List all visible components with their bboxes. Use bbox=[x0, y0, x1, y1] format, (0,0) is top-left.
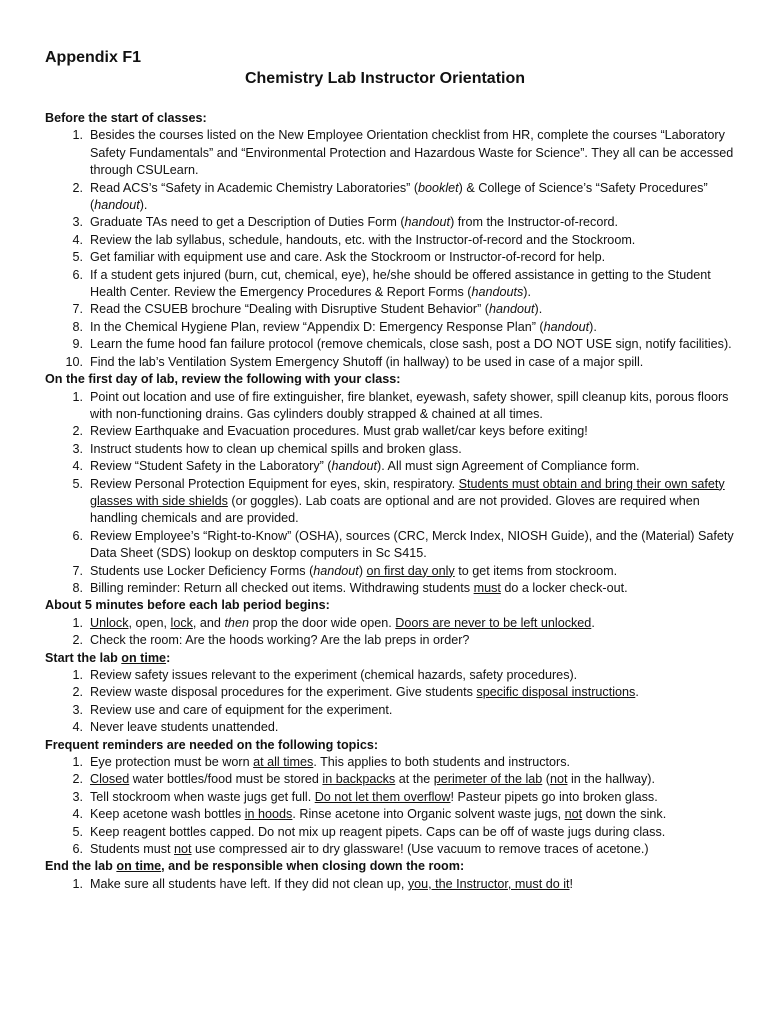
list-item-number: 6. bbox=[72, 842, 83, 857]
text-run: , open, bbox=[128, 615, 171, 630]
list-item-number: 4. bbox=[72, 232, 83, 247]
numbered-list bbox=[45, 615, 735, 650]
underlined-text: Students must obtain and bring their own safety glasses with side shields bbox=[90, 476, 725, 508]
text-run: ). bbox=[139, 198, 148, 213]
list-item-number: 2. bbox=[72, 685, 83, 700]
list-item-number: 6. bbox=[72, 267, 83, 282]
list-item bbox=[45, 719, 735, 736]
text-run: Before the start of classes: bbox=[45, 111, 207, 125]
underlined-text: on first day only bbox=[366, 563, 455, 578]
text-run: down the sink. bbox=[582, 807, 667, 822]
section-heading bbox=[45, 597, 735, 614]
underlined-text: not bbox=[174, 842, 192, 857]
text-run: Get familiar with equipment use and care. Ask the Stockroom or Instructor-of-record for help. bbox=[90, 250, 606, 265]
list-item bbox=[45, 563, 735, 580]
list-item bbox=[45, 180, 735, 215]
numbered-list bbox=[45, 876, 735, 893]
text-run: Check the room: Are the hoods working? Are the lab preps in order? bbox=[90, 633, 470, 648]
italic-text: booklet bbox=[418, 180, 459, 195]
section-heading bbox=[45, 858, 735, 875]
list-item-number: 1. bbox=[72, 876, 83, 891]
list-item bbox=[45, 301, 735, 318]
text-run: If a student gets injured (burn, cut, chemical, eye), he/she should be offered assistance in getting to the Student Health Center. Review the Emergency Procedures & Report Forms ( bbox=[90, 267, 711, 300]
list-item-number: 5. bbox=[72, 476, 83, 491]
text-run: , and bbox=[192, 615, 225, 630]
italic-text: handout bbox=[404, 215, 451, 230]
list-item bbox=[45, 806, 735, 823]
list-item bbox=[45, 841, 735, 858]
underlined-text: you, the Instructor, must do it bbox=[407, 876, 570, 891]
text-run: Instruct students how to clean up chemical spills and broken glass. bbox=[90, 441, 462, 456]
list-item-number: 4. bbox=[72, 459, 83, 474]
list-item bbox=[45, 824, 735, 841]
list-item-number: 5. bbox=[72, 824, 83, 839]
section-heading bbox=[45, 650, 735, 667]
text-run: ). bbox=[523, 285, 531, 300]
text-run: to get items from stockroom. bbox=[454, 563, 618, 578]
text-run: ). bbox=[534, 302, 543, 317]
text-run: Review Earthquake and Evacuation procedures. Must grab wallet/car keys before exiting! bbox=[90, 424, 588, 439]
text-run: In the Chemical Hygiene Plan, review “Appendix D: Emergency Response Plan” ( bbox=[90, 319, 544, 334]
list-item bbox=[45, 319, 735, 336]
text-run: ) from the Instructor-of-record. bbox=[450, 215, 619, 230]
text-run: Eye protection must be worn bbox=[90, 755, 254, 770]
list-item bbox=[45, 232, 735, 249]
page-title: Chemistry Lab Instructor Orientation bbox=[244, 70, 526, 87]
list-item-number: 8. bbox=[72, 319, 83, 334]
list-item-number: 7. bbox=[72, 302, 83, 317]
list-item bbox=[45, 389, 735, 424]
text-run: Find the lab’s Ventilation System Emergency Shutoff (in hallway) to be used in case of a major spill. bbox=[90, 354, 644, 369]
italic-text: handout bbox=[543, 319, 590, 334]
italic-text: handout bbox=[489, 302, 535, 317]
text-run: Review Personal Protection Equipment for eyes, skin, respiratory. bbox=[90, 476, 459, 491]
list-item bbox=[45, 249, 735, 266]
list-item-number: 1. bbox=[72, 755, 83, 770]
text-run: About 5 minutes before each lab period begins: bbox=[45, 598, 330, 613]
list-item bbox=[45, 441, 735, 458]
underlined-text: at all times bbox=[253, 755, 314, 770]
list-item bbox=[45, 754, 735, 771]
list-item bbox=[45, 423, 735, 440]
text-run: Besides the courses listed on the New Employee Orientation checklist from HR, complete the courses “Laboratory Safety Fundamentals” and “Environmental Protection and Hazardous Waste for Science”. They all can be accessed through CSULearn. bbox=[90, 128, 734, 178]
list-item-number: 1. bbox=[72, 615, 83, 630]
list-item-number: 2. bbox=[72, 180, 83, 195]
text-run: ). bbox=[589, 319, 597, 334]
section-heading bbox=[45, 737, 735, 754]
numbered-list bbox=[45, 389, 735, 598]
text-run: Review waste disposal procedures for the experiment. Give students bbox=[90, 685, 477, 700]
list-item bbox=[45, 632, 735, 649]
italic-text: handout bbox=[313, 563, 359, 578]
underlined-text: on time bbox=[121, 650, 167, 665]
text-run: Review Employee’s “Right-to-Know” (OSHA), sources (CRC, Merck Index, NIOSH Guide), and the (Material) Safety Data Sheet (SDS) lookup on desktop computers in Sc S415. bbox=[90, 528, 734, 561]
list-item bbox=[45, 771, 735, 788]
underlined-text: not bbox=[549, 772, 568, 787]
text-run: End the lab bbox=[45, 859, 117, 874]
text-run: ! bbox=[569, 876, 574, 891]
text-run: Review use and care of equipment for the experiment. bbox=[90, 702, 393, 717]
text-run: Point out location and use of fire extinguisher, fire blanket, eyewash, safety shower, spill cleanup kits, porous floors with non-functioning drains. Gas cylinders doubly strapped & chained at all times. bbox=[90, 389, 729, 421]
text-run: Keep reagent bottles capped. Do not mix up reagent pipets. Caps can be off of waste jugs during class. bbox=[90, 824, 666, 839]
underlined-text: Unlock bbox=[90, 615, 129, 630]
text-run: ! Pasteur pipets go into broken glass. bbox=[450, 789, 658, 804]
list-item bbox=[45, 354, 735, 371]
list-item-number: 10. bbox=[65, 354, 83, 369]
text-run: Learn the fume hood fan failure protocol (remove chemicals, close sash, post a DO NOT USE sign, notify facilities). bbox=[90, 337, 732, 352]
underlined-text: on time bbox=[116, 859, 162, 874]
italic-text: handouts bbox=[471, 285, 524, 300]
text-run: ). All must sign Agreement of Compliance form. bbox=[377, 459, 640, 474]
text-run: On the first day of lab, review the following with your class: bbox=[45, 372, 401, 387]
text-run: : bbox=[166, 650, 171, 665]
text-run: Make sure all students have left. If they did not clean up, bbox=[90, 876, 408, 891]
text-run: Keep acetone wash bottles bbox=[90, 807, 245, 822]
text-run: Billing reminder: Return all checked out items. Withdrawing students bbox=[90, 580, 474, 595]
text-run: Read ACS’s “Safety in Academic Chemistry Laboratories” ( bbox=[90, 180, 419, 195]
list-item-number: 1. bbox=[72, 668, 83, 682]
underlined-text: perimeter of the lab bbox=[433, 772, 543, 787]
text-run: Students use Locker Deficiency Forms ( bbox=[90, 563, 314, 578]
text-run: Review safety issues relevant to the experiment (chemical hazards, safety procedures). bbox=[90, 668, 578, 682]
text-run: in the hallway). bbox=[567, 772, 655, 787]
list-item bbox=[45, 336, 735, 353]
text-run: Review the lab syllabus, schedule, handouts, etc. with the Instructor-of-record and the Stockroom. bbox=[90, 232, 636, 247]
list-item-number: 3. bbox=[72, 789, 83, 804]
text-run: . bbox=[591, 615, 595, 630]
list-item-number: 9. bbox=[72, 337, 83, 352]
list-item bbox=[45, 615, 735, 632]
text-run: water bottles/food must be stored bbox=[129, 772, 323, 787]
list-item bbox=[45, 127, 735, 179]
list-item bbox=[45, 702, 735, 719]
list-item-number: 2. bbox=[72, 424, 83, 439]
appendix-label: Appendix F1 bbox=[45, 49, 142, 66]
list-item bbox=[45, 528, 735, 563]
text-run: ) bbox=[358, 563, 367, 578]
text-run: ) & College of Science’s “Safety Procedures” ( bbox=[90, 180, 708, 213]
list-item-number: 3. bbox=[72, 441, 83, 456]
list-item bbox=[45, 789, 735, 806]
underlined-text: Do not let them overflow bbox=[314, 789, 451, 804]
list-item bbox=[45, 684, 735, 701]
text-run: use compressed air to dry glassware! (Use vacuum to remove traces of acetone.) bbox=[191, 842, 649, 857]
text-run: do a locker check-out. bbox=[500, 580, 628, 595]
numbered-list bbox=[45, 754, 735, 858]
list-item-number: 6. bbox=[72, 528, 83, 543]
list-item bbox=[45, 876, 735, 893]
list-item-number: 1. bbox=[72, 128, 83, 143]
underlined-text: in backpacks bbox=[322, 772, 396, 787]
list-item-number: 5. bbox=[72, 250, 83, 265]
list-item-number: 3. bbox=[72, 702, 83, 717]
list-item bbox=[45, 580, 735, 597]
text-run: Start the lab bbox=[45, 650, 122, 665]
list-item bbox=[45, 458, 735, 475]
text-run: Review “Student Safety in the Laboratory” ( bbox=[90, 459, 332, 474]
text-run: Graduate TAs need to get a Description of Duties Form ( bbox=[90, 215, 405, 230]
italic-text: then bbox=[224, 615, 249, 630]
underlined-text: Doors are never to be left unlocked bbox=[395, 615, 592, 630]
underlined-text: in hoods bbox=[244, 807, 293, 822]
underlined-text: specific disposal instructions bbox=[476, 685, 636, 700]
list-item bbox=[45, 267, 735, 302]
underlined-text: not bbox=[564, 807, 583, 822]
text-run: Read the CSUEB brochure “Dealing with Disruptive Student Behavior” ( bbox=[90, 302, 489, 317]
numbered-list bbox=[45, 667, 735, 737]
text-run: ( bbox=[542, 772, 550, 787]
list-item-number: 8. bbox=[72, 580, 83, 595]
underlined-text: lock bbox=[170, 615, 193, 630]
text-run: Tell stockroom when waste jugs get full. bbox=[90, 789, 315, 804]
text-run: Never leave students unattended. bbox=[90, 720, 279, 735]
list-item-number: 7. bbox=[72, 563, 83, 578]
text-run: , and be responsible when closing down the room: bbox=[161, 859, 465, 874]
section-heading bbox=[45, 110, 735, 127]
text-run: (or goggles). Lab coats are optional and are not provided. Gloves are required when handling chemicals and are provided. bbox=[90, 493, 700, 526]
text-run: . bbox=[635, 685, 639, 700]
list-item-number: 2. bbox=[72, 633, 83, 648]
underlined-text: Closed bbox=[90, 772, 130, 787]
italic-text: handout bbox=[94, 198, 140, 213]
text-run: . This applies to both students and instructors. bbox=[313, 755, 570, 770]
list-item-number: 2. bbox=[72, 772, 83, 787]
list-item-number: 4. bbox=[72, 720, 83, 735]
list-item-number: 4. bbox=[72, 807, 83, 822]
italic-text: handout bbox=[331, 459, 378, 474]
list-item-number: 1. bbox=[72, 389, 83, 404]
text-run: Frequent reminders are needed on the following topics: bbox=[45, 737, 379, 752]
text-run: prop the door wide open. bbox=[248, 615, 396, 630]
list-item-number: 3. bbox=[72, 215, 83, 230]
text-run: Students must bbox=[90, 842, 174, 857]
list-item bbox=[45, 476, 735, 528]
list-item bbox=[45, 214, 735, 231]
numbered-list bbox=[45, 127, 735, 371]
document-body bbox=[45, 110, 735, 893]
section-heading bbox=[45, 371, 735, 388]
underlined-text: must bbox=[473, 580, 501, 595]
text-run: . Rinse acetone into Organic solvent waste jugs, bbox=[292, 807, 565, 822]
text-run: at the bbox=[395, 772, 434, 787]
list-item bbox=[45, 667, 735, 684]
